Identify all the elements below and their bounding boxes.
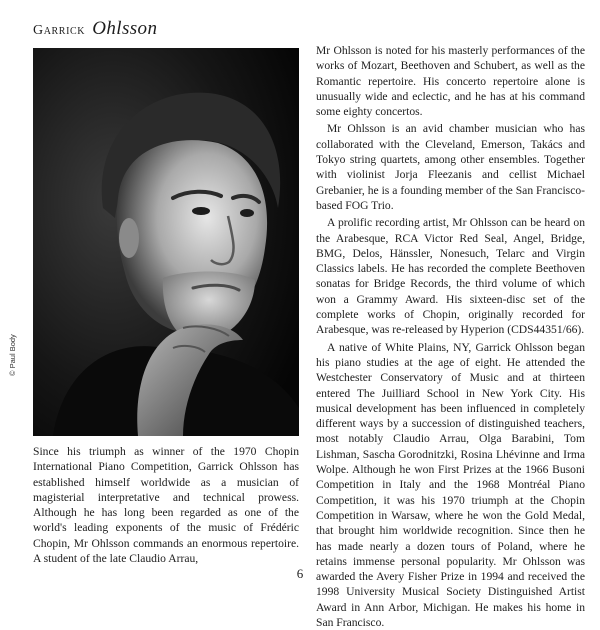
biography-left-column xyxy=(33,444,299,566)
biography-right-column xyxy=(316,43,585,630)
page-number: 6 xyxy=(296,566,304,581)
portrait-illustration xyxy=(33,48,299,436)
photo-credit: © Paul Body xyxy=(8,334,17,376)
artist-last-name: Ohlsson xyxy=(92,18,158,39)
biography-paragraph-background: A native of White Plains, NY, Garrick Ohlsson began his piano studies at the age of eight. He attended the Westchester Conservatory of Music and at thirteen entered The Juilliard School in New York City. His musical development has been influenced in completely different ways by a succession of distinguished teachers, most notably Claudio Arrau, Olga Barabini, Tom Lishman, Sascha Gorodnitzki, Rosina Lhévinne and Irma Wolpe. Although he won First Prizes at the 1966 Busoni Competition in Italy and the 1968 Montréal Piano Competition, it was his 1970 triumph at the Chopin Competition in Warsaw, where he won the Gold Medal, that brought him worldwide recognition. Since then he has made nearly a dozen tours of Poland, where he retains immense personal popularity. Mr Ohlsson was awarded the Avery Fisher Prize in 1994 and received the 1998 University Musical Society Distinguished Artist Award in Ann Arbor, Michigan. He makes his home in San Francisco. xyxy=(316,340,585,629)
biography-paragraph: Since his triumph as winner of the 1970 Chopin International Piano Competition, Garrick Ohlsson has established himself worldwide as a musician of magisterial interpretative and technical prowess. Although he has long been regarded as one of the world's leading exponents of the music of Frédéric Chopin, Mr Ohlsson commands an enormous repertoire. A student of the late Claudio Arrau, xyxy=(33,445,299,566)
artist-first-name: Garrick xyxy=(33,23,86,38)
biography-paragraph-recordings: A prolific recording artist, Mr Ohlsson can be heard on the Arabesque, RCA Victor Red Seal, Angel, Bridge, BMG, Delos, Hänssler, Nonesuch, Telarc and Virgin Classics labels. He has recorded the complete Beethoven sonatas for Bridge Records, the third volume of which won a Grammy Award. His sixteen-disc set of the complete works of Chopin, originally recorded for Arabesque, was re-released by Hyperion (CDS44351/66). xyxy=(316,216,585,337)
biography-paragraph-chamber: Mr Ohlsson is an avid chamber musician who has collaborated with the Cleveland, Emerson, Takács and Tokyo string quartets, among other ensembles. Together with violinist Jorja Fleezanis and cellist Michael Grebanier, he is a founding member of the San Francisco-based FOG Trio. xyxy=(316,122,585,212)
artist-portrait xyxy=(33,48,299,436)
biography-paragraph-repertoire: Mr Ohlsson is noted for his masterly performances of the works of Mozart, Beethoven and Schubert, as well as the Romantic repertoire. His concerto repertoire alone is unusually wide and eclectic, and he has at his command some eighty concertos. xyxy=(316,44,585,119)
artist-heading xyxy=(33,18,157,40)
